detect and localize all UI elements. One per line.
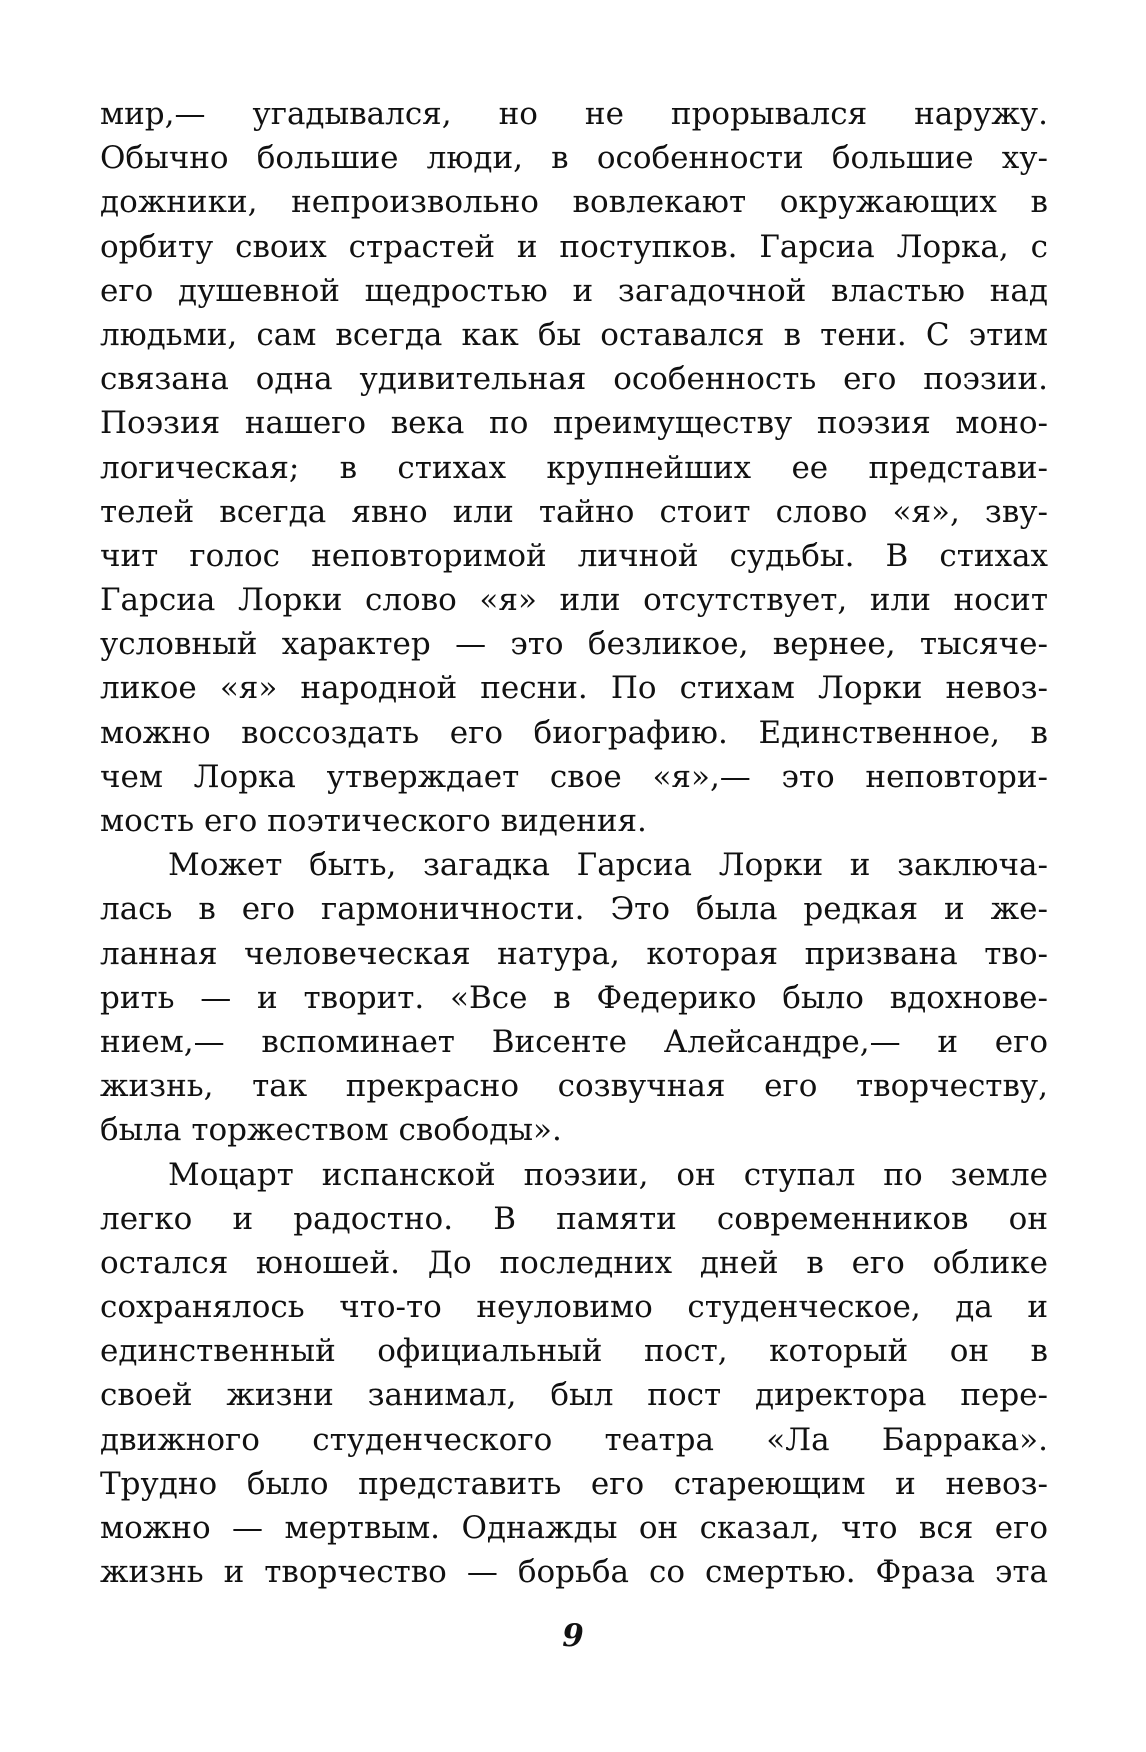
text-line: рить — и творит. «Все в Федерико было вдохнове- [100,979,1048,1016]
text-line: Моцарт испанской поэзии, он ступал по земле [168,1156,1048,1193]
text-block [100,92,1048,1594]
paragraph [100,1153,1048,1595]
text-line: Поэзия нашего века по преимуществу поэзия моно- [100,405,1048,442]
paragraph [100,92,1048,843]
text-line: логическая; в стихах крупнейших ее представи- [100,449,1048,486]
text-line: условный характер — это безликое, вернее, тысяче- [100,626,1048,663]
page-number: 9 [562,1618,584,1654]
text-line: его душевной щедростью и загадочной властью над [100,272,1048,309]
text-line: сохранялось что-то неуловимо студенческое, да и [100,1289,1048,1326]
paragraph [100,843,1048,1152]
text-line: своей жизни занимал, был пост директора пере- [100,1377,1048,1414]
text-line: единственный официальный пост, который он в [100,1333,1048,1370]
text-line: чит голос неповторимой личной судьбы. В стихах [100,537,1048,574]
text-line: была торжеством свободы». [100,1112,562,1149]
text-line: Может быть, загадка Гарсиа Лорки и заключа- [168,847,1048,884]
text-line: ликое «я» народной песни. По стихам Лорки невоз- [100,670,1048,707]
text-line: Обычно большие люди, в особенности большие ху- [100,140,1048,177]
text-line: мир,— угадывался, но не прорывался наружу. [100,96,1048,132]
text-line: движного студенческого театра «Ла Баррака». [100,1421,1048,1458]
text-line: нием,— вспоминает Висенте Алейсандре,— и его [100,1023,1048,1060]
text-line: Трудно было представить его стареющим и невоз- [100,1465,1048,1502]
text-line: мость его поэтического видения. [100,803,647,839]
text-line: людьми, сам всегда как бы оставался в тени. С этим [100,316,1048,353]
text-line: дожники, непроизвольно вовлекают окружающих в [100,184,1048,221]
text-line: лась в его гармоничности. Это была редкая и же- [100,891,1048,928]
text-line: ланная человеческая натура, которая призвана тво- [100,935,1048,972]
text-line: можно воссоздать его биографию. Единственное, в [100,714,1048,751]
text-line: легко и радостно. В памяти современников он [100,1200,1048,1237]
text-line: чем Лорка утверждает свое «я»,— это неповтори- [100,758,1048,795]
text-line: жизнь, так прекрасно созвучная его творчеству, [100,1068,1048,1105]
text-line: жизнь и творчество — борьба со смертью. Фраза эта [100,1554,1048,1591]
text-line: можно — мертвым. Однажды он сказал, что вся его [100,1510,1048,1546]
text-line: телей всегда явно или тайно стоит слово «я», зву- [100,493,1048,530]
text-line: связана одна удивительная особенность его поэзии. [100,361,1048,398]
text-line: остался юношей. До последних дней в его облике [100,1244,1048,1281]
text-line: Гарсиа Лорки слово «я» или отсутствует, или носит [100,582,1048,619]
text-line: орбиту своих страстей и поступков. Гарсиа Лорка, с [100,228,1048,265]
